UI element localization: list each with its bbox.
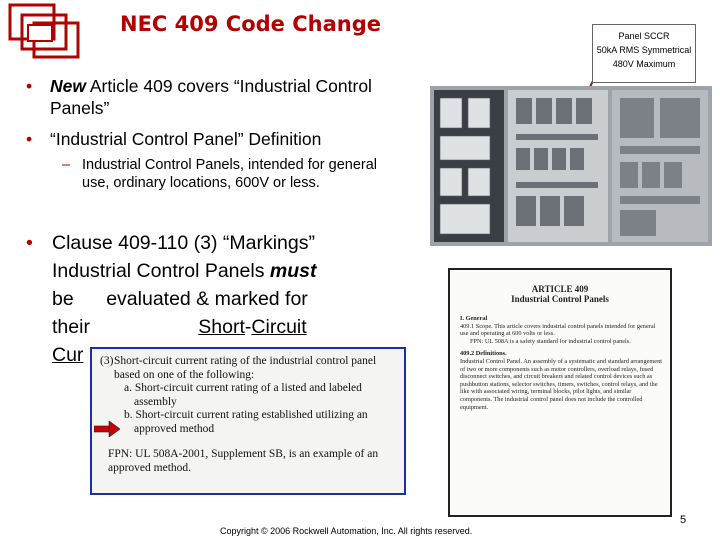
clause-option-b: b. Short-circuit current rating established utilizing an approved method [124, 409, 368, 435]
scan-definition: Industrial Control Panel. An assembly of a systematic and standard arrangement of two or more components such as motor controllers, overload relays, fused disconnect switches, and circuit breakers and related control devices such as pushbutton stations, selector switches, timers, switches, control relays, and the like with associated wiring, terminal blocks, pilot lights, and similar components. The industrial control panel does not include the controlled equipment. [460, 357, 662, 411]
scan-heading-2: Industrial Control Panels [511, 294, 609, 304]
callout-line-1: Panel SCCR [618, 31, 670, 41]
scan-section-definitions: 409.2 Definitions. [460, 350, 507, 358]
clause-line-4a: their [52, 316, 199, 338]
must-emphasis: must [269, 260, 317, 282]
bullet-1-text: Article 409 covers “Industrial Control Panels” [50, 76, 372, 118]
clause-line-3: be evaluated & marked for [52, 288, 308, 310]
new-emphasis: New [50, 76, 86, 96]
clause-number: (3) [100, 355, 114, 367]
page-number: 5 [680, 514, 687, 526]
scan-section-general: I. General [460, 315, 488, 322]
circuit-underlined: Circuit [251, 316, 307, 338]
copyright-footer: Copyright © 2006 Rockwell Automation, Inc. All rights reserved. [220, 526, 473, 536]
sub-bullet-text: Industrial Control Panels, intended for general use, ordinary locations, 600V or less. [82, 157, 378, 191]
bullet-dot: • [26, 129, 33, 149]
sub-bullet-definition [62, 156, 392, 192]
clause-intro: Short-circuit current rating of the industrial control panel based on one of the following: [114, 355, 377, 381]
logo [8, 3, 82, 59]
bullet-definition [26, 128, 396, 150]
callout-line-2: 50kA RMS Symmetrical [596, 45, 692, 55]
callout-line-3: 480V Maximum [612, 59, 676, 69]
clause-option-a: a. Short-circuit current rating of a listed and labeled assembly [124, 382, 362, 408]
scan-fpn: FPN: UL 508A is a safety standard for industrial control panels. [470, 337, 631, 345]
page-title: NEC 409 Code Change [120, 12, 381, 36]
bullet-article-409 [26, 75, 386, 119]
bullet-dot: • [26, 76, 33, 96]
clause-highlight-box [90, 347, 406, 495]
bullet-dot: • [26, 232, 33, 254]
scan-scope: 409.1 Scope. This article covers industrial control panels intended for general use and operating at 600 volts or less. [460, 322, 656, 338]
arrow-right-icon [94, 421, 120, 437]
dash-marker: – [62, 157, 71, 173]
clause-fpn: FPN: UL 508A-2001, Supplement SB, is an example of an approved method. [108, 448, 379, 474]
sccr-callout [592, 24, 696, 83]
control-panel-photo [430, 86, 712, 246]
short-underlined: Short [198, 316, 245, 338]
scan-heading-1: ARTICLE 409 [531, 284, 589, 294]
clause-line-2: Industrial Control Panels [52, 260, 270, 282]
clause-line-5: Cur [52, 344, 84, 366]
bullet-2-text: “Industrial Control Panel” Definition [50, 129, 322, 149]
hyphen: - [244, 316, 252, 338]
clause-line-1: Clause 409-110 (3) “Markings” [52, 232, 315, 254]
nec-article-scan [448, 268, 672, 517]
